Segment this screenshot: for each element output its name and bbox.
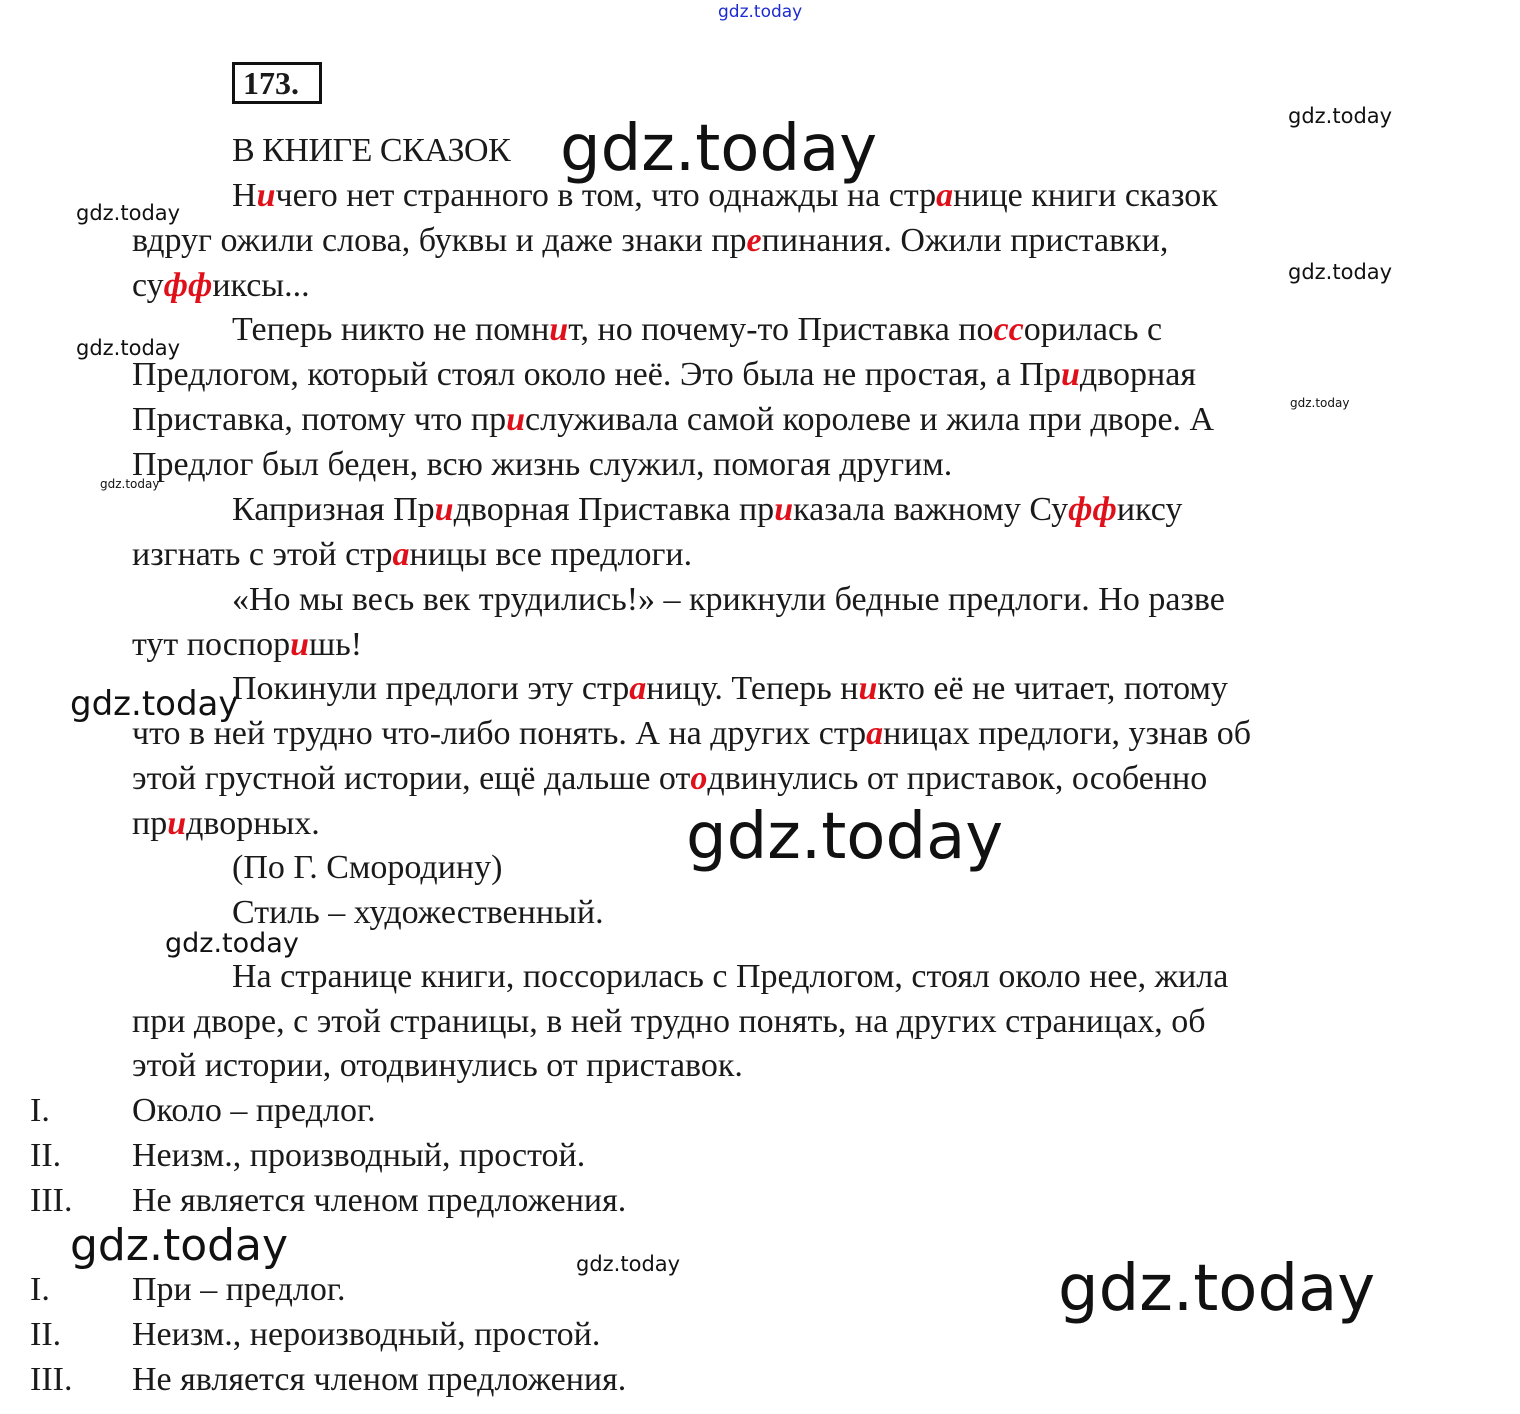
spelling-highlight: и — [774, 491, 794, 528]
roman-numeral: III. — [30, 1182, 73, 1219]
watermark-small: gdz.today — [1290, 396, 1350, 410]
spelling-highlight: е — [746, 222, 762, 259]
spelling-highlight: и — [256, 177, 276, 214]
text-line: Покинули предлоги эту страницу. Теперь никто её не читает, потому — [232, 670, 1228, 707]
spelling-highlight: и — [1061, 356, 1080, 393]
watermark: gdz.today — [576, 1252, 681, 1276]
watermark: gdz.today — [70, 1220, 289, 1271]
text-line: Теперь никто не помнит, но почему-то Приставка поссорилась с — [232, 311, 1163, 348]
watermark: gdz.today — [1288, 260, 1393, 284]
watermark-large: gdz.today — [686, 800, 1004, 874]
watermark: gdz.today — [165, 928, 299, 959]
exercise-number: 173. — [232, 62, 322, 104]
text-line: тут поспоришь! — [132, 626, 363, 663]
spelling-highlight: и — [858, 670, 878, 707]
spelling-highlight: и — [506, 401, 526, 438]
text-line: суффиксы... — [132, 267, 310, 304]
source-attribution: (По Г. Смородину) — [232, 849, 503, 886]
watermark-large: gdz.today — [1058, 1252, 1376, 1326]
roman-numeral: I. — [30, 1092, 50, 1129]
parse-line: Неизм., нероизводный, простой. — [132, 1316, 601, 1353]
parse-line: Неизм., производный, простой. — [132, 1137, 586, 1174]
analysis-line: На странице книги, поссорилась с Предлогом, стоял около нее, жила — [232, 958, 1229, 995]
spelling-highlight: и — [167, 805, 187, 842]
analysis-line: при дворе, с этой страницы, в ней трудно понять, на других страницах, об — [132, 1003, 1206, 1040]
parse-line: Не является членом предложения. — [132, 1182, 627, 1219]
spelling-highlight: а — [936, 177, 954, 214]
text-line: изгнать с этой страницы все предлоги. — [132, 536, 693, 573]
spelling-highlight: фф — [1068, 491, 1117, 528]
spelling-highlight: фф — [163, 267, 213, 304]
watermark: gdz.today — [1288, 104, 1393, 128]
text-line: Ничего нет странного в том, что однажды на странице книги сказок — [232, 177, 1218, 214]
watermark-large: gdz.today — [560, 112, 878, 186]
roman-numeral: I. — [30, 1271, 50, 1308]
spelling-highlight: о — [690, 760, 708, 797]
watermark: gdz.today — [70, 684, 239, 724]
text-title: В КНИГЕ СКАЗОК — [232, 132, 511, 169]
watermark: gdz.today — [76, 336, 181, 360]
text-line: Приставка, потому что прислуживала самой королеве и жила при дворе. А — [132, 401, 1215, 438]
text-line: Предлог был беден, всю жизнь служил, помогая другим. — [132, 446, 953, 483]
parse-line: Не является членом предложения. — [132, 1361, 627, 1398]
roman-numeral: II. — [30, 1316, 62, 1353]
spelling-highlight: и — [290, 626, 310, 663]
spelling-highlight: и — [549, 311, 569, 348]
text-line: этой грустной истории, ещё дальше отодвинулись от приставок, особенно — [132, 760, 1208, 797]
text-line: Капризная Придворная Приставка приказала важному Суффиксу — [232, 491, 1183, 528]
watermark: gdz.today — [76, 201, 181, 225]
spelling-highlight: и — [434, 491, 454, 528]
roman-numeral: II. — [30, 1137, 62, 1174]
roman-numeral: III. — [30, 1361, 73, 1398]
text-line: что в ней трудно что-либо понять. А на других страницах предлоги, узнав об — [132, 715, 1252, 752]
spelling-highlight: сс — [993, 311, 1024, 348]
spelling-highlight: а — [392, 536, 410, 573]
watermark-top: gdz.today — [718, 2, 803, 22]
text-line: вдруг ожили слова, буквы и даже знаки препинания. Ожили приставки, — [132, 222, 1169, 259]
text-line: Предлогом, который стоял около неё. Это была не простая, а Придворная — [132, 356, 1196, 393]
style-line: Стиль – художественный. — [232, 894, 604, 931]
parse-line: Около – предлог. — [132, 1092, 376, 1129]
spelling-highlight: а — [866, 715, 884, 752]
parse-line: При – предлог. — [132, 1271, 346, 1308]
text-line: придворных. — [132, 805, 320, 842]
analysis-line: этой истории, отодвинулись от приставок. — [132, 1047, 743, 1084]
text-line: «Но мы весь век трудились!» – крикнули бедные предлоги. Но разве — [232, 581, 1225, 618]
spelling-highlight: а — [629, 670, 647, 707]
watermark-small: gdz.today — [100, 477, 160, 491]
